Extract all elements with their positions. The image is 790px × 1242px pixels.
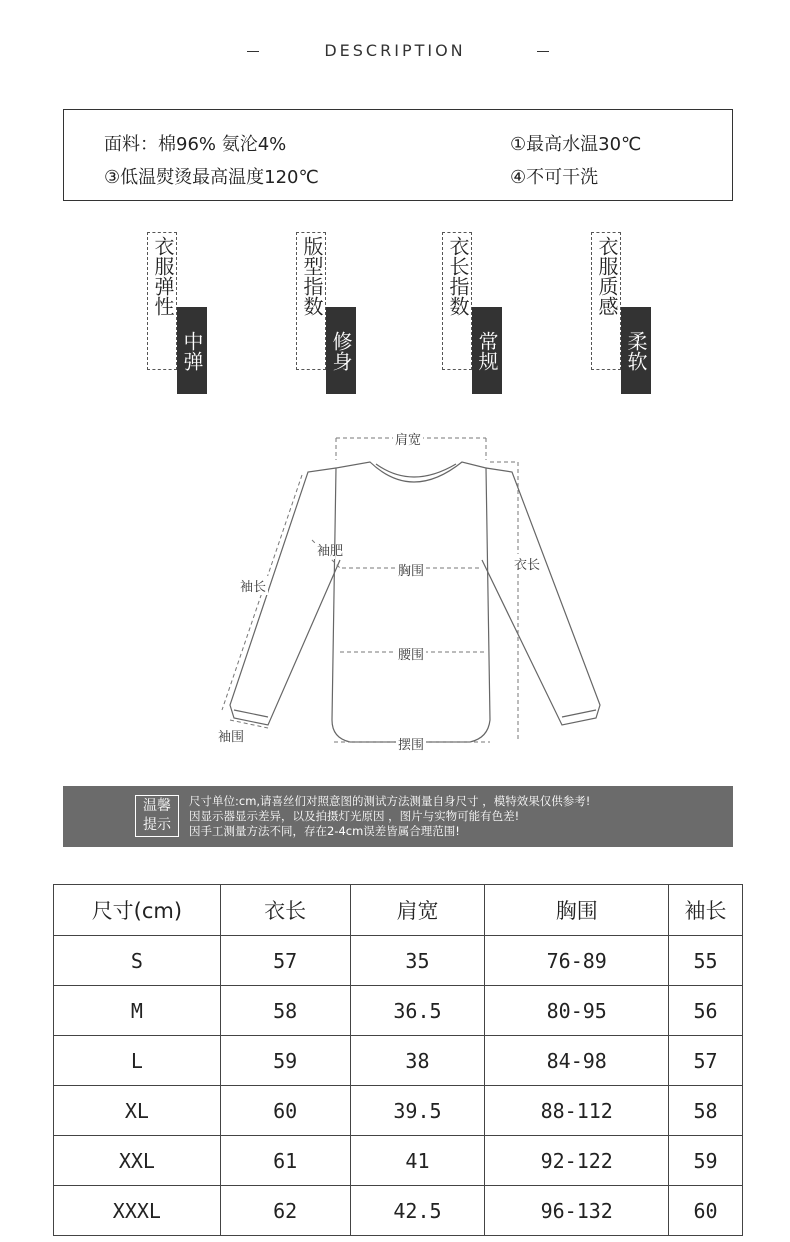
tip-badge-line1: 温馨 — [143, 798, 171, 814]
cell-chest: 80-95 — [485, 986, 669, 1036]
iron-text: ③低温熨烫最高温度120℃ — [104, 167, 319, 188]
header-shoulder: 肩宽 — [350, 885, 485, 936]
cell-size: XXL — [54, 1136, 221, 1186]
tip-text — [189, 794, 590, 839]
table-row — [54, 936, 743, 986]
cell-length: 57 — [220, 936, 350, 986]
cell-sleeve: 58 — [669, 1086, 743, 1136]
tip-banner — [63, 786, 733, 847]
garment-diagram — [200, 420, 620, 760]
section-header — [0, 38, 790, 66]
tip-badge — [135, 795, 179, 837]
cell-shoulder: 38 — [350, 1036, 485, 1086]
cell-length: 58 — [220, 986, 350, 1036]
tip-line-3: 因手工测量方法不同，存在2-4cm误差皆属合理范围! — [189, 824, 460, 838]
cell-chest: 96-132 — [485, 1186, 669, 1236]
label-cuff: 袖围 — [216, 726, 246, 745]
header-chest: 胸围 — [485, 885, 669, 936]
cell-size: XL — [54, 1086, 221, 1136]
cell-shoulder: 39.5 — [350, 1086, 485, 1136]
index-value: 柔软 — [621, 307, 651, 394]
index-label: 衣长指数 — [446, 236, 470, 316]
cell-size: XXXL — [54, 1186, 221, 1236]
cell-shoulder: 36.5 — [350, 986, 485, 1036]
table-row — [54, 986, 743, 1036]
cell-sleeve: 55 — [669, 936, 743, 986]
table-row — [54, 1036, 743, 1086]
table-row — [54, 1136, 743, 1186]
cell-sleeve: 57 — [669, 1036, 743, 1086]
cell-chest: 76-89 — [485, 936, 669, 986]
cell-sleeve: 56 — [669, 986, 743, 1036]
cell-chest: 92-122 — [485, 1136, 669, 1186]
header-dash-right — [537, 51, 549, 52]
index-texture — [591, 232, 651, 396]
index-elasticity — [147, 232, 207, 396]
index-label: 衣服质感 — [595, 236, 619, 316]
index-value: 常规 — [472, 307, 502, 394]
table-row — [54, 1086, 743, 1136]
header-length: 衣长 — [220, 885, 350, 936]
index-label: 衣服弹性 — [151, 236, 175, 316]
cell-length: 60 — [220, 1086, 350, 1136]
tip-badge-line2: 提示 — [143, 817, 171, 833]
table-row — [54, 1186, 743, 1236]
care-info-box — [63, 109, 733, 201]
label-sleeve-width: 袖肥 — [317, 544, 344, 559]
cell-shoulder: 41 — [350, 1136, 485, 1186]
tip-line-1: 尺寸单位:cm,请喜丝们对照意图的测试方法测量自身尺寸 ，模特效果仅供参考! — [189, 794, 591, 808]
cell-size: S — [54, 936, 221, 986]
index-length — [442, 232, 502, 396]
cell-length: 62 — [220, 1186, 350, 1236]
header-title: DESCRIPTION — [324, 41, 466, 60]
cell-chest: 88-112 — [485, 1086, 669, 1136]
tip-line-2: 因显示器显示差异，以及拍摄灯光原因 ，图片与实物可能有色差! — [189, 809, 520, 823]
material-text: 面料：棉96% 氨沦4% — [104, 134, 287, 155]
label-length: 衣长 — [512, 554, 542, 573]
index-fit — [296, 232, 356, 396]
label-hem: 摆围 — [396, 734, 426, 753]
index-label: 版型指数 — [300, 236, 324, 316]
label-shoulder: 肩宽 — [393, 429, 423, 448]
label-chest: 胸围 — [396, 560, 426, 579]
size-table — [53, 884, 743, 1236]
header-sleeve: 袖长 — [669, 885, 743, 936]
cell-shoulder: 35 — [350, 936, 485, 986]
label-sleeve-length: 袖长 — [238, 576, 268, 595]
cell-shoulder: 42.5 — [350, 1186, 485, 1236]
table-header-row — [54, 885, 743, 936]
cell-length: 59 — [220, 1036, 350, 1086]
index-value: 修身 — [326, 307, 356, 394]
cell-sleeve: 59 — [669, 1136, 743, 1186]
cell-size: L — [54, 1036, 221, 1086]
cell-length: 61 — [220, 1136, 350, 1186]
dry-clean-text: ④不可干洗 — [510, 167, 599, 188]
cell-chest: 84-98 — [485, 1036, 669, 1086]
cell-size: M — [54, 986, 221, 1036]
label-waist: 腰围 — [396, 644, 426, 663]
header-size: 尺寸(cm) — [54, 885, 221, 936]
cell-sleeve: 60 — [669, 1186, 743, 1236]
index-value: 中弹 — [177, 307, 207, 394]
wash-temp-text: ①最高水温30℃ — [510, 134, 642, 155]
